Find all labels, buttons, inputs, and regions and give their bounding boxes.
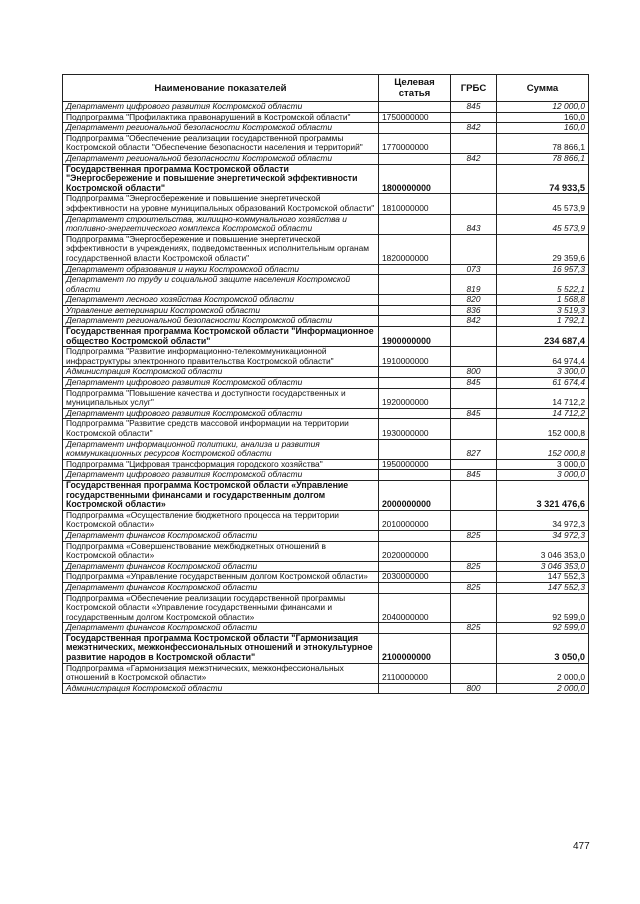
row-sum-cell: 16 957,3 <box>497 264 589 275</box>
row-grbs-cell: 825 <box>451 561 497 572</box>
row-name-cell: Подпрограмма «Совершенствование межбюджетных отношений в Костромской области» <box>63 541 379 561</box>
table-row <box>63 510 589 530</box>
row-sum-cell: 5 522,1 <box>497 275 589 295</box>
row-code-cell: 1750000000 <box>379 112 451 123</box>
row-sum-cell: 34 972,3 <box>497 530 589 541</box>
row-grbs-cell <box>451 480 497 510</box>
row-sum-cell: 45 573,9 <box>497 194 589 214</box>
row-sum-cell: 1 568,8 <box>497 295 589 306</box>
row-code-cell <box>379 561 451 572</box>
row-name-cell: Департамент региональной безопасности Костромской области <box>63 316 379 327</box>
table-row <box>63 153 589 164</box>
row-sum-cell: 12 000,0 <box>497 102 589 113</box>
row-sum-cell: 2 000,0 <box>497 663 589 683</box>
table-row <box>63 123 589 134</box>
row-code-cell <box>379 470 451 481</box>
page-number: 477 <box>573 841 590 852</box>
row-grbs-cell: 800 <box>451 683 497 694</box>
row-code-cell: 1810000000 <box>379 194 451 214</box>
table-row <box>63 459 589 470</box>
table-row <box>63 305 589 316</box>
row-code-cell: 2030000000 <box>379 572 451 583</box>
row-name-cell: Государственная программа Костромской области «Управление государственными финансами и государственным долгом Костромской области» <box>63 480 379 510</box>
table-row <box>63 347 589 367</box>
row-sum-cell: 29 359,6 <box>497 234 589 264</box>
row-grbs-cell: 842 <box>451 123 497 134</box>
row-sum-cell: 78 866,1 <box>497 133 589 153</box>
row-name-cell: Подпрограмма "Развитие средств массовой информации на территории Костромской области" <box>63 419 379 439</box>
row-grbs-cell <box>451 327 497 347</box>
row-name-cell: Департамент строительства, жилищно-коммунального хозяйства и топливно-энергетического комплекса Костромской области <box>63 214 379 234</box>
row-grbs-cell <box>451 663 497 683</box>
row-name-cell: Подпрограмма "Повышение качества и доступности государственных и муниципальных услуг" <box>63 388 379 408</box>
row-code-cell <box>379 102 451 113</box>
row-grbs-cell <box>451 133 497 153</box>
table-row <box>63 388 589 408</box>
row-grbs-cell: 845 <box>451 102 497 113</box>
row-code-cell: 1950000000 <box>379 459 451 470</box>
row-code-cell <box>379 153 451 164</box>
row-name-cell: Подпрограмма "Профилактика правонарушений в Костромской области" <box>63 112 379 123</box>
row-code-cell: 2000000000 <box>379 480 451 510</box>
row-name-cell: Департамент образования и науки Костромской области <box>63 264 379 275</box>
header-code: Целевая статья <box>379 75 451 102</box>
table-row <box>63 582 589 593</box>
table-row <box>63 133 589 153</box>
row-code-cell <box>379 623 451 634</box>
row-name-cell: Департамент лесного хозяйства Костромской области <box>63 295 379 306</box>
row-code-cell <box>379 530 451 541</box>
table-row <box>63 408 589 419</box>
row-name-cell: Департамент цифрового развития Костромской области <box>63 378 379 389</box>
row-sum-cell: 160,0 <box>497 123 589 134</box>
row-code-cell <box>379 264 451 275</box>
table-row <box>63 275 589 295</box>
row-name-cell: Департамент региональной безопасности Костромской области <box>63 153 379 164</box>
row-code-cell: 1900000000 <box>379 327 451 347</box>
row-sum-cell: 61 674,4 <box>497 378 589 389</box>
row-name-cell: Подпрограмма "Обеспечение реализации государственной программы Костромской области "Обеспечение безопасности населения и территорий" <box>63 133 379 153</box>
row-code-cell <box>379 214 451 234</box>
row-grbs-cell: 845 <box>451 378 497 389</box>
row-grbs-cell: 825 <box>451 530 497 541</box>
row-name-cell: Департамент цифрового развития Костромской области <box>63 408 379 419</box>
row-name-cell: Подпрограмма "Цифровая трансформация городского хозяйства" <box>63 459 379 470</box>
row-grbs-cell <box>451 388 497 408</box>
row-name-cell: Государственная программа Костромской области "Информационное общество Костромской области" <box>63 327 379 347</box>
table-row <box>63 572 589 583</box>
row-code-cell <box>379 316 451 327</box>
row-sum-cell: 3 300,0 <box>497 367 589 378</box>
budget-table <box>62 74 589 694</box>
row-grbs-cell <box>451 164 497 194</box>
row-sum-cell: 14 712,2 <box>497 388 589 408</box>
row-sum-cell: 3 000,0 <box>497 459 589 470</box>
row-code-cell: 1770000000 <box>379 133 451 153</box>
table-row <box>63 530 589 541</box>
row-name-cell: Государственная программа Костромской области "Энергосбережение и повышение энергетической эффективности Костромской области" <box>63 164 379 194</box>
row-grbs-cell <box>451 593 497 623</box>
row-sum-cell: 234 687,4 <box>497 327 589 347</box>
table-row <box>63 683 589 694</box>
header-grbs: ГРБС <box>451 75 497 102</box>
row-grbs-cell: 825 <box>451 582 497 593</box>
row-code-cell: 2010000000 <box>379 510 451 530</box>
row-name-cell: Департамент информационной политики, анализа и развития коммуникационных ресурсов Костромской области <box>63 439 379 459</box>
row-code-cell: 1930000000 <box>379 419 451 439</box>
row-grbs-cell <box>451 194 497 214</box>
row-grbs-cell: 073 <box>451 264 497 275</box>
row-grbs-cell <box>451 347 497 367</box>
table-header-row <box>63 75 589 102</box>
table-row <box>63 623 589 634</box>
row-grbs-cell: 827 <box>451 439 497 459</box>
table-row <box>63 480 589 510</box>
table-row <box>63 419 589 439</box>
row-name-cell: Управление ветеринарии Костромской области <box>63 305 379 316</box>
row-code-cell: 2100000000 <box>379 633 451 663</box>
row-code-cell <box>379 683 451 694</box>
row-name-cell: Департамент региональной безопасности Костромской области <box>63 123 379 134</box>
row-name-cell: Подпрограмма «Управление государственным долгом Костромской области» <box>63 572 379 583</box>
row-code-cell <box>379 367 451 378</box>
row-sum-cell: 1 792,1 <box>497 316 589 327</box>
row-grbs-cell: 845 <box>451 470 497 481</box>
row-sum-cell: 152 000,8 <box>497 419 589 439</box>
row-name-cell: Администрация Костромской области <box>63 367 379 378</box>
row-sum-cell: 34 972,3 <box>497 510 589 530</box>
row-grbs-cell <box>451 633 497 663</box>
row-sum-cell: 3 519,3 <box>497 305 589 316</box>
row-sum-cell: 3 046 353,0 <box>497 541 589 561</box>
row-name-cell: Подпрограмма «Обеспечение реализации государственной программы Костромской области «Управление государственными финансами и государственным долгом Костромской области» <box>63 593 379 623</box>
row-sum-cell: 147 552,3 <box>497 582 589 593</box>
row-sum-cell: 3 050,0 <box>497 633 589 663</box>
row-name-cell: Подпрограмма "Энергосбережение и повышение энергетической эффективности в учреждениях, подведомственных исполнительным органам государственной власти Костромской области" <box>63 234 379 264</box>
row-name-cell: Департамент цифрового развития Костромской области <box>63 470 379 481</box>
table-row <box>63 439 589 459</box>
row-code-cell <box>379 582 451 593</box>
row-name-cell: Подпрограмма «Гармонизация межэтнических, межконфессиональных отношений в Костромской области» <box>63 663 379 683</box>
row-grbs-cell: 820 <box>451 295 497 306</box>
table-row <box>63 470 589 481</box>
row-sum-cell: 14 712,2 <box>497 408 589 419</box>
table-row <box>63 327 589 347</box>
row-sum-cell: 152 000,8 <box>497 439 589 459</box>
row-grbs-cell: 800 <box>451 367 497 378</box>
table-row <box>63 214 589 234</box>
table-row <box>63 593 589 623</box>
row-code-cell <box>379 305 451 316</box>
table-row <box>63 194 589 214</box>
row-code-cell: 2020000000 <box>379 541 451 561</box>
row-name-cell: Департамент финансов Костромской области <box>63 561 379 572</box>
table-row <box>63 541 589 561</box>
row-code-cell: 1920000000 <box>379 388 451 408</box>
row-name-cell: Департамент цифрового развития Костромской области <box>63 102 379 113</box>
row-code-cell: 1800000000 <box>379 164 451 194</box>
table-row <box>63 234 589 264</box>
row-grbs-cell <box>451 234 497 264</box>
row-grbs-cell: 842 <box>451 316 497 327</box>
table-row <box>63 102 589 113</box>
row-sum-cell: 3 046 353,0 <box>497 561 589 572</box>
row-code-cell <box>379 408 451 419</box>
table-row <box>63 316 589 327</box>
row-grbs-cell: 842 <box>451 153 497 164</box>
row-grbs-cell <box>451 510 497 530</box>
row-grbs-cell: 836 <box>451 305 497 316</box>
row-name-cell: Департамент финансов Костромской области <box>63 623 379 634</box>
table-body <box>63 102 589 694</box>
table-row <box>63 663 589 683</box>
header-name: Наименование показателей <box>63 75 379 102</box>
row-grbs-cell <box>451 541 497 561</box>
row-name-cell: Подпрограмма «Осуществление бюджетного процесса на территории Костромской области» <box>63 510 379 530</box>
row-name-cell: Подпрограмма "Развитие информационно-телекоммуникационной инфраструктуры электронного правительства Костромской области" <box>63 347 379 367</box>
row-code-cell <box>379 378 451 389</box>
table-row <box>63 264 589 275</box>
row-code-cell <box>379 295 451 306</box>
row-name-cell: Департамент финансов Костромской области <box>63 582 379 593</box>
row-sum-cell: 64 974,4 <box>497 347 589 367</box>
row-name-cell: Департамент финансов Костромской области <box>63 530 379 541</box>
table-row <box>63 112 589 123</box>
row-sum-cell: 147 552,3 <box>497 572 589 583</box>
row-name-cell: Департамент по труду и социальной защите населения Костромской области <box>63 275 379 295</box>
row-code-cell <box>379 123 451 134</box>
table-row <box>63 378 589 389</box>
table-row <box>63 561 589 572</box>
table-row <box>63 295 589 306</box>
row-sum-cell: 3 321 476,6 <box>497 480 589 510</box>
row-sum-cell: 92 599,0 <box>497 593 589 623</box>
table-row <box>63 164 589 194</box>
row-sum-cell: 74 933,5 <box>497 164 589 194</box>
row-sum-cell: 2 000,0 <box>497 683 589 694</box>
row-name-cell: Государственная программа Костромской области "Гармонизация межэтнических, межконфессиональных отношений и этнокультурное развитие народов в Костромской области" <box>63 633 379 663</box>
row-sum-cell: 3 000,0 <box>497 470 589 481</box>
table-row <box>63 367 589 378</box>
row-sum-cell: 45 573,9 <box>497 214 589 234</box>
row-name-cell: Подпрограмма "Энергосбережение и повышение энергетической эффективности на уровне муниципальных образований Костромской области" <box>63 194 379 214</box>
row-grbs-cell <box>451 572 497 583</box>
row-sum-cell: 160,0 <box>497 112 589 123</box>
row-grbs-cell: 843 <box>451 214 497 234</box>
table-row <box>63 633 589 663</box>
row-grbs-cell <box>451 459 497 470</box>
row-code-cell: 2040000000 <box>379 593 451 623</box>
row-code-cell: 1910000000 <box>379 347 451 367</box>
row-name-cell: Администрация Костромской области <box>63 683 379 694</box>
row-code-cell: 2110000000 <box>379 663 451 683</box>
row-grbs-cell <box>451 112 497 123</box>
row-grbs-cell <box>451 419 497 439</box>
row-code-cell <box>379 275 451 295</box>
row-grbs-cell: 845 <box>451 408 497 419</box>
row-code-cell: 1820000000 <box>379 234 451 264</box>
row-sum-cell: 78 866,1 <box>497 153 589 164</box>
row-code-cell <box>379 439 451 459</box>
row-grbs-cell: 819 <box>451 275 497 295</box>
row-sum-cell: 92 599,0 <box>497 623 589 634</box>
header-sum: Сумма <box>497 75 589 102</box>
row-grbs-cell: 825 <box>451 623 497 634</box>
